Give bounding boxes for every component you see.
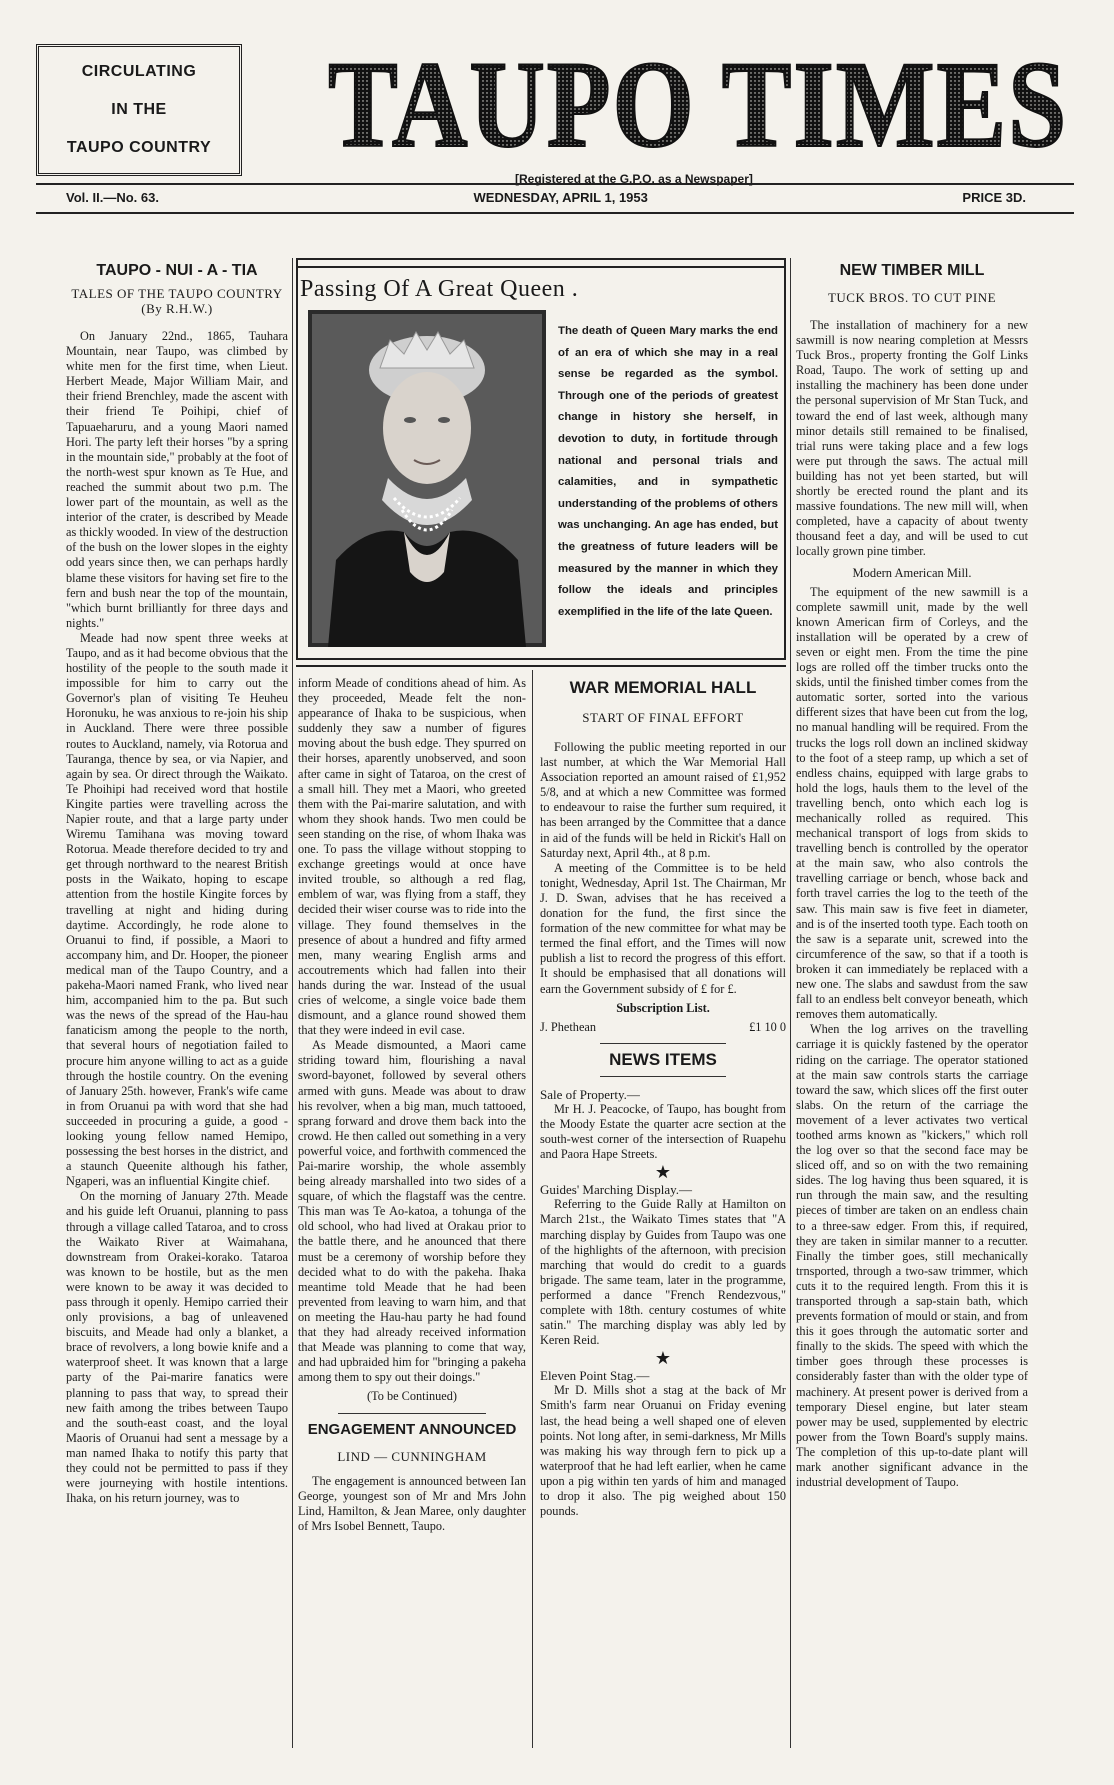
timber-subhead: Modern American Mill. — [852, 565, 972, 580]
news-items-title: NEWS ITEMS — [609, 1049, 717, 1069]
donor-name: J. Phethean — [540, 1019, 597, 1034]
header-rule-bottom — [36, 212, 1074, 214]
war-memorial-column — [540, 672, 786, 1519]
masthead-title: TAUPO TIMES — [328, 36, 1068, 170]
masthead-logo — [322, 28, 1074, 170]
news-text: Mr H. J. Peacocke, of Taupo, has bought from the Moody Estate the quarter acre section at the south-west corner of the intersection of Ruapehu and Paora Hape Streets. — [540, 1101, 786, 1162]
news-heading: Eleven Point Stag.— — [540, 1368, 650, 1384]
divider — [600, 1043, 726, 1044]
circulation-line-3: TAUPO COUNTRY — [66, 139, 212, 156]
paragraph: On January 22nd., 1865, Tauhara Mountain, near Taupo, was climbed by white men for the first time, when Lieut. Herbert Meade, Major William Mair, and their friend Brenchley, made the ascent with their friend Te Poihipi, chief of Tapuaeharuru, and a young Maori named Hori. The party left their horses "by a spring in the mountain side," probably at the foot of the north-west spur known as Te Hue, and reached the summit about two p.m. The lower part of the mountain, as well as the interior of the crater, is described by Meade as thickly wooded. In view of the destruction of the bush on the lower slopes in the eighty odd years since then, we can perhaps hardly blame these visitors for having set fire to the fern and bush near the top of the mountain, "which burnt brilliantly for three days and nights." — [66, 329, 288, 630]
divider — [338, 1413, 486, 1414]
timber-subtitle: TUCK BROS. TO CUT PINE — [827, 290, 997, 305]
engagement-names: LIND — CUNNINGHAM — [337, 1448, 487, 1464]
subscription-list-title: Subscription List. — [616, 1000, 710, 1015]
news-heading: Guides' Marching Display.— — [540, 1182, 693, 1198]
queen-portrait — [308, 310, 546, 647]
news-text: Referring to the Guide Rally at Hamilton on March 21st., the Waikato Times states that "A marching display by Guides from Taupo was one of the highlights of the afternoon, with precision marching that would do credit to a guards brigade. The same team, later in the programme, performed a dance "French Rendezvous," complete with 18th. century costumes of white satin." The marching display was ably led by Keren Reid. — [540, 1197, 786, 1348]
news-text: Mr D. Mills shot a stag at the back of Mr Smith's farm near Oruanui on Friday evening last, the head being a well shaped one of eleven points. Not long after, in semi-darkness, Mr Mills was making his way through fern to pick up a waterproof that he had left earlier, when he came upon a pig within ten yards of him and managed to drop it also. The pig weighed about 150 pounds. — [540, 1383, 786, 1519]
registration-note: [Registered at the G.P.O. as a Newspaper] — [515, 172, 753, 186]
news-heading: Sale of Property.— — [540, 1086, 640, 1102]
timber-title: NEW TIMBER MILL — [839, 262, 985, 279]
star-icon: ★ — [654, 1162, 672, 1183]
column-divider — [532, 670, 533, 1748]
column-divider — [292, 258, 293, 1748]
taupo-nui-title: TAUPO - NUI - A - TIA — [96, 262, 258, 279]
timber-mill-column — [796, 262, 1028, 1490]
war-memorial-body — [540, 740, 786, 1035]
taupo-nui-byline: (By R.H.W.) — [141, 301, 213, 316]
volume-number: Vol. II.—No. 63. — [66, 190, 159, 205]
war-memorial-subtitle: START OF FINAL EFFORT — [582, 710, 744, 725]
paragraph: As Meade dismounted, a Maori came striding toward him, flourishing a naval sword-bayonet, followed by several others armed with guns. Meade was about to draw his revolver, when a big man, much tattooed, sprang forward and drove them back into the crowd. He then called out something in a very powerful voice, and forthwith commenced the Pai-marire worship, the whole assembly being already marshalled into two sides of a square, of which the flagstaff was the centre. This man was Te Ao-katoa, a tohunga of the old school, who had lived at Orakau prior to the battle there, and he anounced that there must be a ceremony of worship before they decided what to do with the pakeha. Ihaka meantime told Meade that he had been prevented from leaving to warn him, and that on meeting the Hau-hau party he had found that they had already received information that Meade was planning to come that way, and had upbraided him for "bringing a pakeha among them to spy out their doings." — [298, 1038, 526, 1385]
donation-amount: £1 10 0 — [749, 1019, 786, 1034]
queen-box-inner-rule — [296, 266, 786, 268]
story-continued — [298, 676, 526, 1534]
queen-tribute: The death of Queen Mary marks the end of an era of which she may in a real sense be regarded as the symbol. Through one of the periods of greatest change in history she herself, in devotion to duty, in fortitude through national and personal trials and calamities, and in sympathetic understanding of the problems of others was unchanging. An age has ended, but the greatness of future leaders will be measured by the manner in which they follow the ideals and principles exemplified in the life of the late Queen. — [558, 325, 778, 618]
circulation-line-2: IN THE — [111, 101, 167, 118]
issue-date: WEDNESDAY, APRIL 1, 1953 — [473, 190, 648, 205]
header-rule-top — [36, 183, 1074, 185]
column-divider — [790, 258, 791, 1748]
paragraph: Following the public meeting reported in our last number, at which the War Memorial Hall Association reported an amount raised of £1,952 5/8, and at which a new Committee was formed to endeavour to raise the further sum required, it has been arranged by the Committee that a dance in aid of the funds will be held in Rickit's Hall on Saturday next, April 4th., at 8 p.m. — [540, 740, 786, 860]
war-memorial-title: WAR MEMORIAL HALL — [569, 678, 757, 697]
paragraph: The equipment of the new sawmill is a complete sawmill unit, made by the well known American firm of Corleys, and the installation will be operated by a crew of seven or eight men. From the time the pine logs are rolled off the timber trucks onto the skids, until the finished timber comes from the automatic sorter, sorted into the various different sizes that have been cut from the log, no manual handling will be required. From the trucks the logs roll down an inclined skidway to the foot of a steep ramp, up which a set of endless chains, equipped with large grabs to hold the logs, hauls them to the level of the travelling bench, onto which each log is mechanically rolled as required. This mechanical transport of logs from skids to travelling bench is controlled by the operator at the main saw, who also controls the travelling carriage or bench, whose back and forth travel carries the log to the teeth of the saw. This main saw is five feet in diameter, and is of the inserted tooth type. Each tooth on the saw is a separate unit, screwed into the circumference of the saw, so that if a tooth is broken it can immediately be replaced with a new one. The slabs and sawdust from the saw fall to an endless belt conveyor beneath, which removes them automatically. — [796, 584, 1028, 1022]
taupo-nui-subtitle: TALES OF THE TAUPO COUNTRY — [71, 286, 283, 301]
to-be-continued: (To be Continued) — [367, 1389, 457, 1404]
paragraph: Meade had now spent three weeks at Taupo, and as it had become obvious that the hostility of the people to the south made it impossible for him to carry out the Governor's plan of visiting Te Heuheu Horonuku, he was anxious to re-join his ship in Auckland. There were three possible routes to Auckland, namely, via Rotorua and Tauranga, thence by sea, or via Napier, and again by sea. Or direct through the Waikato. Te Phoihipi had received word that hostile Kingite parties were travelling across the Napier route, and that a large party under Wiremu Tamihana was moving toward Rotorua. Meade therefore decided to try and get through northward to the nearest British posts in the Waikato, hoping to escape attention from the hostile Kingite forces by travelling at night and hiding during daytime. Accordingly, he rode alone to Oruanui to find, if possible, a Maori to accompany him, and Dr. Hooper, the pioneer medical man of the Taupo Country, and a pakeha-Maori named Frank, who lived near him, accompanied him to the pa. But such was the news of the spread of the Hau-hau fanaticism among the people to the north, that several hours of negotiation failed to procure him anyone willing to act as a guide through the hostile country. On the evening of January 25th. however, Frank's wife came in from Oruanui pa with word that she had succeeded in procuring a guide, a good - looking young fellow named Hemipo, possessing the best horses in the district, and a staunch Queenite although his father, Ngaperi, was an influential Kingite chief. — [66, 630, 288, 1189]
price: PRICE 3D. — [962, 190, 1026, 205]
circulation-box — [36, 44, 242, 176]
subscription-entry — [540, 1020, 786, 1035]
engagement-title: ENGAGEMENT ANNOUNCED — [307, 1420, 517, 1438]
paragraph: On the morning of January 27th. Meade and his guide left Oruanui, planning to pass through a village called Tataroa, and to cross the Waikato River at Waimahana, downstream from Orakei-korako. Tataroa was known to be hostile, but as the men were known to be away it was decided to pass through it openly. Hemipo carried their only provisions, a bag of unleavened biscuits, and Meade had only a blanket, a brace of revolvers, a long bowie knife and a waterproof sheet. It was known that a large party of the Pai-marire fanatics were planning to pass that way, to spread their new faith among the tribes between Taupo and the south-east coast, and the loyal Maoris of Oruanui had sent a message by a man named Ihaka to notify this party that they could not be permitted to pass if they were journeying with hostile intentions. Ihaka, on his return journey, was to — [66, 1189, 288, 1506]
paragraph: The installation of machinery for a new sawmill is now nearing completion at Messrs Tuck Bros., property fronting the Golf Links Road, Taupo. The work of setting up and installing the machinery has been done under the personal supervision of Mr Stan Tuck, and toward the end of last week, although many minor details still remained to be finalised, trial runs were taking place and a few logs were put through the saws. The actual mill building has not yet been started, but will shortly be erected round the plant and its massive foundations. The new mill will, when completed, have a capacity of about twenty thousand feet a day, and will be used to cut locally grown pine timber. — [796, 318, 1028, 559]
queen-bottom-rule — [296, 665, 786, 667]
dateline — [66, 190, 1026, 205]
taupo-nui-column — [66, 262, 288, 1506]
paragraph: A meeting of the Committee is to be held tonight, Wednesday, April 1st. The Chairman, Mr J. D. Swan, advises that he has received a donation for the fund, the first since the formation of the new committee for what may be termed the final effort, and the Times will now publish a list to record the progress of this effort. It should be emphasised that all donations will earn the Government subsidy of £ for £. — [540, 860, 786, 996]
star-icon: ★ — [654, 1348, 672, 1369]
paragraph: When the log arrives on the travelling carriage it is quickly fastened by the operator riding on the carriage. The operator stationed at the main saw controls starts the carriage toward the saw, which slices off the first outer slabs. On the return of the carriage the movement of a lever activates two vertical toothed arms known as "kickers," which roll the log over so that the second face may be sliced off, and so on with the two remaining sides. The log having thus been squared, it is run through the main saw, and the resulting pieces of timber are taken on an endless chain to a three-saw edger. From this, if required, they are taken in similar manner to a recutter. Finally the timber goes, still mechanically trnsported, through a two-saw trimmer, which cuts it to the required length. From this it is transported through a sap-stain bath, which prevents formation of mould or stain, and from this it goes through the automatic sorter and finally to the skids. The speed with which the timber goes through these processes is considerably faster than with the older type of machinery. At present power is derived from a temporary Diesel engine, but later steam power may be used, supplemented by electric power from the Town Board's supply mains. The completion of this up-to-date plant will mark another significant advance in the industrial development of Taupo. — [796, 1022, 1028, 1490]
circulation-line-1: CIRCULATING — [81, 63, 197, 80]
taupo-nui-body — [66, 329, 288, 1506]
news-items-body — [540, 1087, 786, 1519]
engagement-text: The engagement is announced between Ian George, youngest son of Mr and Mrs John Lind, Hamilton, & Jean Maree, only daughter of Mrs Isobel Bennett, Taupo. — [298, 1473, 526, 1533]
divider — [600, 1076, 726, 1077]
timber-body — [796, 318, 1028, 1490]
paragraph: inform Meade of conditions ahead of him. As they proceeded, Meade felt the non-appearance of Ihaka to be suspicious, when suddenly they saw a number of figures moving about the bush edge. They spurred on their horses, aparently unobserved, and soon after came in sight of Tataroa, on the crest of a small hill. They met a Maori, who greeted them with the Pai-marire salutation, and with whom they shook hands. Two men could be seen standing on the rise, of whom Ihaka was one. To pass the village without stopping to exchange greetings would at once have invited trouble, so although a red flag, emblem of war, was flying from a staff, they decided their wiser course was to ride into the village. They found themselves in the presence of about a hundred and fifty armed men, many wearing English arms and accoutrements which had fallen into their hands during the war. Instead of the usual cries of welcome, a single voice bade them dismount, and a glance round showed them that they were indeed in evil case. — [298, 676, 526, 1038]
queen-title: Passing Of A Great Queen . — [300, 276, 579, 302]
